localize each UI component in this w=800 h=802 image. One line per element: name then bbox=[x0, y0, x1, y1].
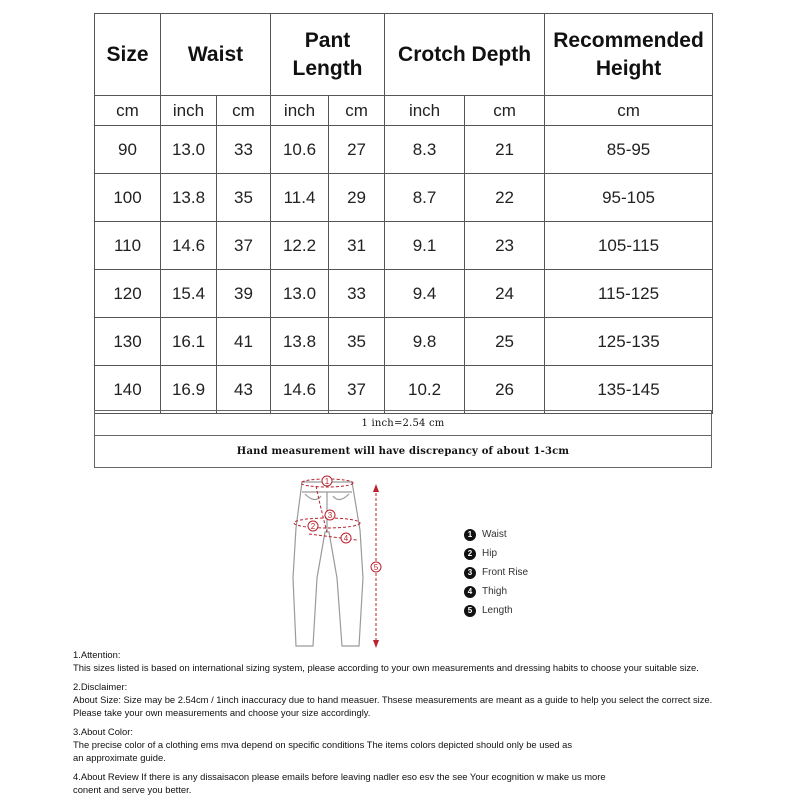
section-line: an approximate guide. bbox=[73, 752, 166, 763]
header-pant-length bbox=[271, 14, 385, 96]
legend-number-icon: 3 bbox=[464, 567, 476, 579]
table-cell: 120 bbox=[95, 270, 161, 318]
table-cell: 8.7 bbox=[385, 174, 465, 222]
table-cell: 26 bbox=[465, 366, 545, 414]
measurement-legend bbox=[464, 525, 528, 620]
units-row bbox=[95, 96, 713, 126]
legend-label: Thigh bbox=[482, 586, 508, 597]
table-cell: 21 bbox=[465, 126, 545, 174]
table-row bbox=[95, 174, 713, 222]
table-cell: 35 bbox=[329, 318, 385, 366]
marker-2 bbox=[308, 521, 318, 531]
unit-cell: inch bbox=[161, 96, 217, 126]
table-cell: 41 bbox=[217, 318, 271, 366]
table-cell: 10.2 bbox=[385, 366, 465, 414]
table-cell: 13.0 bbox=[271, 270, 329, 318]
section-title: 1.Attention: bbox=[73, 649, 121, 660]
pants-outline bbox=[293, 482, 363, 646]
table-row bbox=[95, 270, 713, 318]
header-recommended-line1: Recommended bbox=[553, 28, 704, 52]
table-cell: 25 bbox=[465, 318, 545, 366]
marker-3 bbox=[325, 510, 335, 520]
header-waist: Waist bbox=[161, 14, 271, 96]
marker-2-label: 2 bbox=[310, 522, 316, 531]
marker-4 bbox=[341, 533, 351, 543]
table-cell: 16.1 bbox=[161, 318, 217, 366]
section-line: This sizes listed is based on international sizing system, please according to your own measurements and dressing habits to choose your suitable size. bbox=[73, 662, 699, 673]
table-cell: 14.6 bbox=[161, 222, 217, 270]
table-cell: 110 bbox=[95, 222, 161, 270]
table-cell: 130 bbox=[95, 318, 161, 366]
table-row bbox=[95, 126, 713, 174]
legend-label: Hip bbox=[482, 548, 498, 559]
legend-item-thigh bbox=[464, 582, 528, 601]
conversion-note: 1 inch=2.54 cm bbox=[95, 411, 712, 436]
unit-cell: cm bbox=[95, 96, 161, 126]
table-cell: 10.6 bbox=[271, 126, 329, 174]
table-cell: 95-105 bbox=[545, 174, 713, 222]
table-cell: 100 bbox=[95, 174, 161, 222]
section-line: Please take your own measurements and choose your size accordingly. bbox=[73, 707, 371, 718]
unit-cell: cm bbox=[545, 96, 713, 126]
marker-5 bbox=[371, 562, 381, 572]
table-cell: 37 bbox=[217, 222, 271, 270]
disclaimer-section bbox=[73, 680, 773, 719]
legend-item-length bbox=[464, 601, 528, 620]
section-line: The precise color of a clothing ems mva depend on specific conditions The items colors depicted should only be used as bbox=[73, 739, 573, 750]
size-chart-table bbox=[94, 13, 713, 414]
table-cell: 14.6 bbox=[271, 366, 329, 414]
table-cell: 37 bbox=[329, 366, 385, 414]
legend-item-waist bbox=[464, 525, 528, 544]
table-cell: 24 bbox=[465, 270, 545, 318]
table-cell: 12.2 bbox=[271, 222, 329, 270]
table-cell: 33 bbox=[329, 270, 385, 318]
table-row bbox=[95, 318, 713, 366]
table-cell: 15.4 bbox=[161, 270, 217, 318]
table-cell: 85-95 bbox=[545, 126, 713, 174]
marker-1-label: 1 bbox=[324, 477, 330, 486]
marker-1 bbox=[322, 476, 332, 486]
section-line: About Size: Size may be 2.54cm / 1inch inaccuracy due to hand measuer. Thsese measurements are meant as a guide to help you select the correct size. bbox=[73, 694, 713, 705]
legend-number-icon: 4 bbox=[464, 586, 476, 598]
legend-number-icon: 2 bbox=[464, 548, 476, 560]
legend-number-icon: 5 bbox=[464, 605, 476, 617]
marker-3-label: 3 bbox=[327, 511, 333, 520]
table-cell: 39 bbox=[217, 270, 271, 318]
table-cell: 16.9 bbox=[161, 366, 217, 414]
unit-cell: inch bbox=[385, 96, 465, 126]
measurement-lines bbox=[294, 479, 376, 644]
table-cell: 90 bbox=[95, 126, 161, 174]
table-cell: 22 bbox=[465, 174, 545, 222]
discrepancy-note: Hand measurement will have discrepancy of about 1-3cm bbox=[95, 436, 712, 468]
table-cell: 23 bbox=[465, 222, 545, 270]
legend-label: Waist bbox=[482, 529, 507, 540]
header-size: Size bbox=[95, 14, 161, 96]
table-row bbox=[95, 366, 713, 414]
legend-item-hip bbox=[464, 544, 528, 563]
table-cell: 9.1 bbox=[385, 222, 465, 270]
table-cell: 43 bbox=[217, 366, 271, 414]
table-cell: 115-125 bbox=[545, 270, 713, 318]
marker-4-label: 4 bbox=[343, 534, 349, 543]
legend-item-front-rise bbox=[464, 563, 528, 582]
marker-5-label: 5 bbox=[373, 563, 379, 572]
table-cell: 8.3 bbox=[385, 126, 465, 174]
section-title: 4.About Review If there is any dissaisacon please emails before leaving nadler eso esv the see Your ecognition w make us more bbox=[73, 771, 606, 782]
table-cell: 13.8 bbox=[271, 318, 329, 366]
pants-illustration bbox=[285, 470, 395, 650]
table-cell: 105-115 bbox=[545, 222, 713, 270]
header-crotch-depth: Crotch Depth bbox=[385, 14, 545, 96]
table-row bbox=[95, 222, 713, 270]
section-line: conent and serve you better. bbox=[73, 784, 192, 795]
color-section bbox=[73, 725, 773, 764]
header-pant-length-line2: Length bbox=[292, 56, 363, 80]
unit-cell: cm bbox=[465, 96, 545, 126]
table-cell: 125-135 bbox=[545, 318, 713, 366]
legend-label: Front Rise bbox=[482, 567, 529, 578]
table-cell: 13.0 bbox=[161, 126, 217, 174]
legend-number-icon: 1 bbox=[464, 529, 476, 541]
header-recommended-height bbox=[545, 14, 713, 96]
pants-measurement-diagram bbox=[285, 470, 395, 650]
section-title: 2.Disclaimer: bbox=[73, 681, 128, 692]
table-cell: 11.4 bbox=[271, 174, 329, 222]
header-recommended-line2: Height bbox=[595, 56, 662, 80]
table-cell: 33 bbox=[217, 126, 271, 174]
unit-cell: inch bbox=[271, 96, 329, 126]
attention-section bbox=[73, 648, 773, 674]
notes-table bbox=[94, 410, 712, 468]
section-title: 3.About Color: bbox=[73, 726, 133, 737]
table-cell: 29 bbox=[329, 174, 385, 222]
table-cell: 140 bbox=[95, 366, 161, 414]
table-cell: 135-145 bbox=[545, 366, 713, 414]
table-cell: 35 bbox=[217, 174, 271, 222]
table-cell: 31 bbox=[329, 222, 385, 270]
info-sections bbox=[73, 648, 773, 802]
unit-cell: cm bbox=[329, 96, 385, 126]
review-section bbox=[73, 770, 773, 796]
header-row bbox=[95, 14, 713, 96]
table-cell: 9.4 bbox=[385, 270, 465, 318]
table-cell: 13.8 bbox=[161, 174, 217, 222]
table-cell: 27 bbox=[329, 126, 385, 174]
unit-cell: cm bbox=[217, 96, 271, 126]
table-cell: 9.8 bbox=[385, 318, 465, 366]
header-pant-length-line1: Pant bbox=[304, 28, 351, 52]
legend-label: Length bbox=[482, 605, 513, 616]
